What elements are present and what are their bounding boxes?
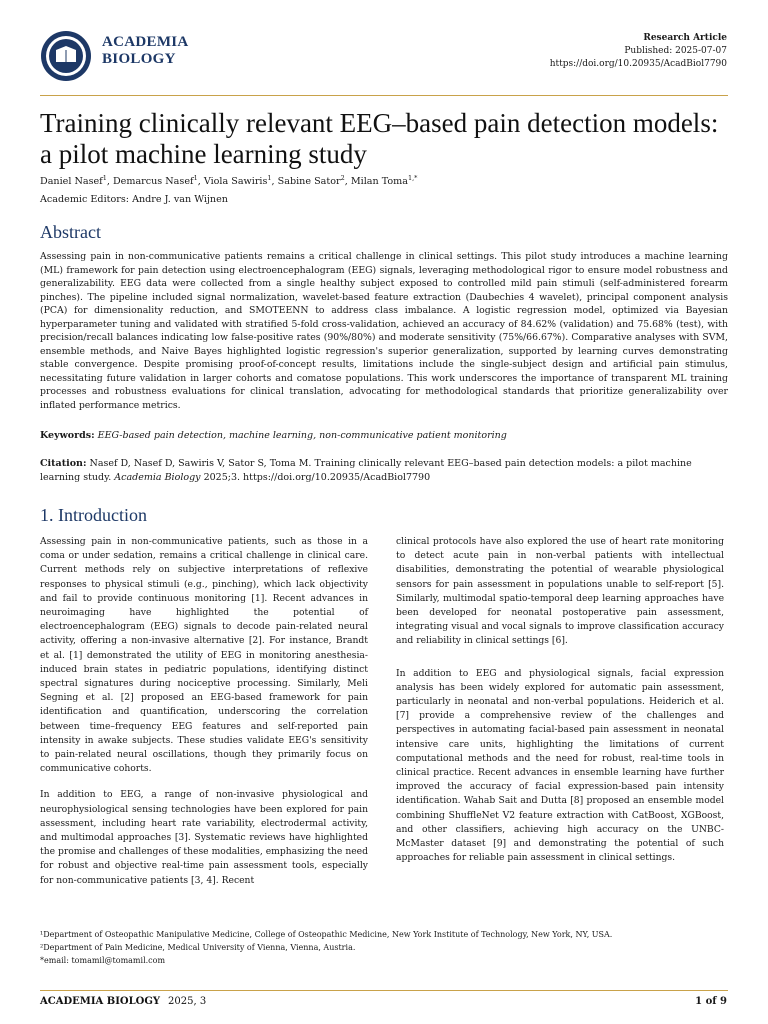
- author-name: Daniel Nasef: [40, 176, 103, 188]
- author-affiliation: 1,*: [407, 174, 418, 182]
- article-meta: [550, 32, 727, 71]
- journal-name: ACADEMIA BIOLOGY: [102, 34, 189, 67]
- citation: Citation: Nasef D, Nasef D, Sawiris V, Sator S, Toma M. Training clinically relevant EEG–based pain detection models: a pilot machine learning study. Academia Biology 2025;3. https://doi.org/10.20935/AcadBiol7790: [40, 458, 692, 483]
- journal-seal-logo: [40, 30, 92, 82]
- keywords: Keywords: EEG-based pain detection, machine learning, non-communicative patient monitoring: [40, 430, 507, 441]
- footer-journal: ACADEMIA BIOLOGY 2025, 3: [40, 996, 207, 1007]
- intro-column-right: [396, 535, 724, 877]
- author-name: Viola Sawiris: [203, 176, 268, 188]
- footnote: ¹Department of Osteopathic Manipulative Medicine, College of Osteopathic Medicine, New York Institute of Technology, New York, NY, USA.: [40, 930, 613, 939]
- affiliation-footnotes: [40, 928, 612, 967]
- article-title: Training clinically relevant EEG–based pain detection models: a pilot machine learning study: [40, 108, 719, 169]
- intro-paragraph: In addition to EEG, a range of non-invasive physiological and neurophysiological sensing technologies have been explored for pain assessment, including heart rate variability, electrodermal activity, and multimodal approaches [3]. Systematic reviews have highlighted the promise and challenges of these modalities, emphasizing the need for robust and objective real-time pain assessment tools, especially for non-communicative patients [3, 4]. Recent: [40, 789, 368, 886]
- article-type: Research Article: [643, 33, 727, 43]
- abstract-text: Assessing pain in non-communicative patients remains a critical challenge in clinical settings. This pilot study introduces a machine learning (ML) framework for pain detection using electroencephalogram (EEG) signals, leveraging methodological rigor to ensure model robustness and generalizability. EEG data were collected from a single healthy subject exposed to controlled mild pain stimuli (self-administered forearm pinches). The pipeline included signal normalization, wavelet-based feature extraction (Daubechies 4 wavelet), principal component analysis (PCA) for dimensionality reduction, and SMOTEENN to address class imbalance. A logistic regression model, optimized via Bayesian hyperparameter tuning and validated with stratified 5-fold cross-validation, achieved an accuracy of 84.62% (validation) and 75.68% (test), with precision/recall balances indicating low false-positive rates (90%/80%) and moderate sensitivity (75%/66.67%). Comparative analyses with SVM, ensemble methods, and Naive Bayes highlighted logistic regression's superior generalization, supported by learning curves demonstrating stable convergence. Despite promising proof-of-concept results, limitations include the single-subject design and artificial pain stimulus, necessitating future validation in larger cohorts and comatose populations. This work underscores the importance of transparent ML training processes and robustness evaluations for clinical translation, advocating for methodological standards that prioritize generalizability over inflated performance metrics.: [40, 251, 728, 411]
- author-affiliation: 2: [340, 174, 345, 182]
- published-date: Published: 2025-07-07: [624, 46, 727, 56]
- intro-column-left: [40, 535, 368, 900]
- footnote: ²Department of Pain Medicine, Medical University of Vienna, Vienna, Austria.: [40, 943, 356, 952]
- header-rule: [40, 95, 728, 96]
- intro-paragraph: clinical protocols have also explored the use of heart rate monitoring to detect acute pain in non-verbal patients with intellectual disabilities, demonstrating the potential of wearable physiological sensors for pain assessment in populations unable to self-report [5]. Similarly, multimodal spatio-temporal deep learning approaches have been developed for neonatal postoperative pain assessment, integrating visual and vocal signals to improve classification accuracy and reliability in clinical settings [6].: [396, 536, 724, 647]
- author-affiliation: 1: [193, 174, 198, 182]
- abstract-heading: Abstract: [40, 222, 101, 242]
- academic-editors: Academic Editors: Andre J. van Wijnen: [40, 194, 228, 205]
- page-number: 1 of 9: [695, 996, 727, 1007]
- footnote: *email: tomamil@tomamil.com: [40, 956, 166, 965]
- doi-link[interactable]: https://doi.org/10.20935/AcadBiol7790: [549, 59, 727, 69]
- intro-paragraph: Assessing pain in non-communicative patients, such as those in a coma or under sedation, remains a critical challenge in clinical care. Current methods rely on subjective interpretations of reflexive responses to physical stimuli (e.g., pinching), which lack objectivity and fail to provide continuous monitoring [1]. Recent advances in neuroimaging have highlighted the potential of electroencephalogram (EEG) signals to decode pain-related neural activity, offering a non-invasive alternative [2]. For instance, Brandt et al. [1] demonstrated the utility of EEG in monitoring anesthesia-induced brain states in pediatric populations, identifying distinct spectral signatures during nociceptive processing. Similarly, Meli Segning et al. [2] proposed an EEG-based framework for pain identification and quantification, underscoring the correlation between time–frequency EEG features and self-reported pain intensity in awake subjects. These studies validate EEG's sensitivity to pain-related neural oscillations, though they primarily focus on communicative cohorts.: [40, 536, 368, 775]
- author-name: Sabine Sator: [277, 176, 341, 188]
- author-affiliation: 1: [102, 174, 107, 182]
- author-list: Daniel Nasef$^1$, Demarcus Nasef$^1$, Viola Sawiris$^1$, Sabine Sator$^2$, Milan Toma$^{1,*}$: [40, 174, 418, 188]
- author-affiliation: 1: [267, 174, 272, 182]
- intro-paragraph: In addition to EEG and physiological signals, facial expression analysis has been widely explored for automatic pain assessment, particularly in neonatal and non-verbal populations. Heiderich et al. [7] provide a comprehensive review of the challenges and perspectives in automating facial-based pain assessment in neonatal intensive care units, highlighting the limitations of current computational methods and the need for robust, real-time tools in clinical practice. Recent advances in ensemble learning have further improved the accuracy of facial expression-based pain intensity identification. Wahab Sait and Dutta [8] proposed an ensemble model combining ShuffleNet V2 feature extraction with CatBoost, XGBoost, and other classifiers, achieving high accuracy on the UNBC-McMaster dataset [9] and demonstrating the potential of such approaches for reliable pain assessment in clinical settings.: [396, 667, 724, 864]
- author-name: Demarcus Nasef: [112, 176, 194, 188]
- author-name: Milan Toma: [350, 176, 408, 188]
- introduction-heading: 1. Introduction: [40, 505, 147, 525]
- footer-rule: [40, 990, 728, 991]
